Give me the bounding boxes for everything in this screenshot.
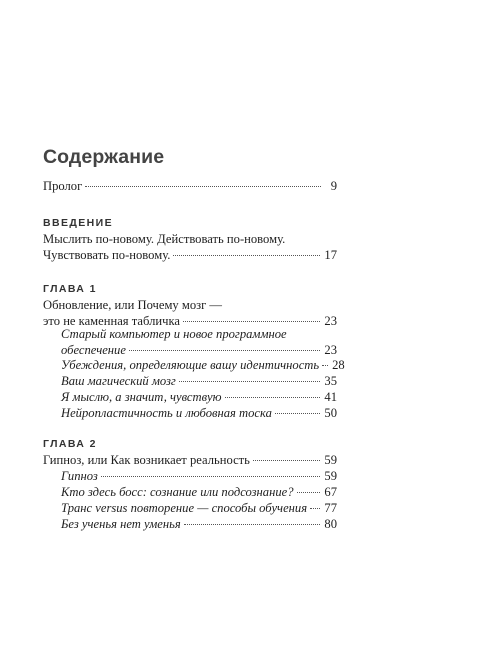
page-number: 80 (324, 517, 337, 531)
toc-subentry (61, 389, 337, 405)
entry-title: Нейропластичность и любовная тоска (61, 406, 272, 420)
page-number: 59 (324, 453, 337, 467)
dot-leader (184, 524, 321, 525)
dot-leader (101, 476, 321, 477)
entry-title: Пролог (43, 179, 83, 193)
dot-leader (183, 321, 320, 322)
entry-title: Убеждения, определяющие вашу идентичность (61, 358, 320, 372)
dot-leader (173, 255, 320, 256)
toc-subentry (61, 500, 337, 516)
toc-subentry (61, 357, 345, 373)
page-number: 41 (324, 390, 337, 404)
dot-leader (322, 365, 328, 366)
toc-subentry (61, 405, 337, 421)
toc-subentry (61, 373, 337, 389)
page-number: 23 (324, 343, 337, 357)
entry-title-line2: обеспечение (61, 343, 126, 357)
entry-title-line1: Мыслить по-новому. Действовать по-новому. (43, 232, 286, 246)
dot-leader (225, 397, 321, 398)
page-number: 59 (324, 469, 337, 483)
toc-entry-intro (43, 231, 337, 263)
section-heading-chapter2: ГЛАВА 2 (43, 438, 97, 450)
page-number: 9 (330, 179, 337, 193)
entry-title: Гипноз, или Как возникает реальность (43, 453, 250, 467)
entry-title: Кто здесь босс: сознание или подсознание? (61, 485, 294, 499)
page-number: 67 (324, 485, 337, 499)
dot-leader (297, 492, 321, 493)
entry-title-line1: Обновление, или Почему мозг — (43, 298, 223, 312)
dot-leader (179, 381, 321, 382)
entry-title: Без ученья нет уменья (61, 517, 181, 531)
dot-leader (85, 186, 321, 187)
toc-subentry (61, 516, 337, 532)
dot-leader (129, 350, 320, 351)
page-number: 17 (324, 248, 337, 262)
entry-title-line2: Чувствовать по-новому. (43, 248, 171, 262)
dot-leader (310, 508, 320, 509)
entry-title: Транс versus повторение — способы обучения (61, 501, 308, 515)
entry-title-line1: Старый компьютер и новое программное (61, 327, 287, 341)
entry-title-line2: это не каменная табличка (43, 314, 180, 328)
page-number: 28 (332, 358, 345, 372)
toc-subentry (61, 484, 337, 500)
page-number: 23 (324, 314, 337, 328)
page-number: 35 (324, 374, 337, 388)
page-number: 77 (324, 501, 337, 515)
toc-entry-chapter2 (43, 452, 337, 468)
dot-leader (253, 460, 320, 461)
entry-title: Ваш магический мозг (61, 374, 176, 388)
dot-leader (275, 413, 321, 414)
entry-title: Гипноз (61, 469, 98, 483)
toc-entry-chapter1 (43, 297, 337, 329)
page-number: 50 (324, 406, 337, 420)
toc-entry-prologue (43, 178, 337, 194)
section-heading-chapter1: ГЛАВА 1 (43, 283, 97, 295)
toc-subentry (61, 468, 337, 484)
toc-title: Содержание (43, 146, 165, 168)
entry-title: Я мыслю, а значит, чувствую (61, 390, 222, 404)
toc-subentry (61, 326, 337, 358)
section-heading-intro: ВВЕДЕНИЕ (43, 217, 113, 229)
